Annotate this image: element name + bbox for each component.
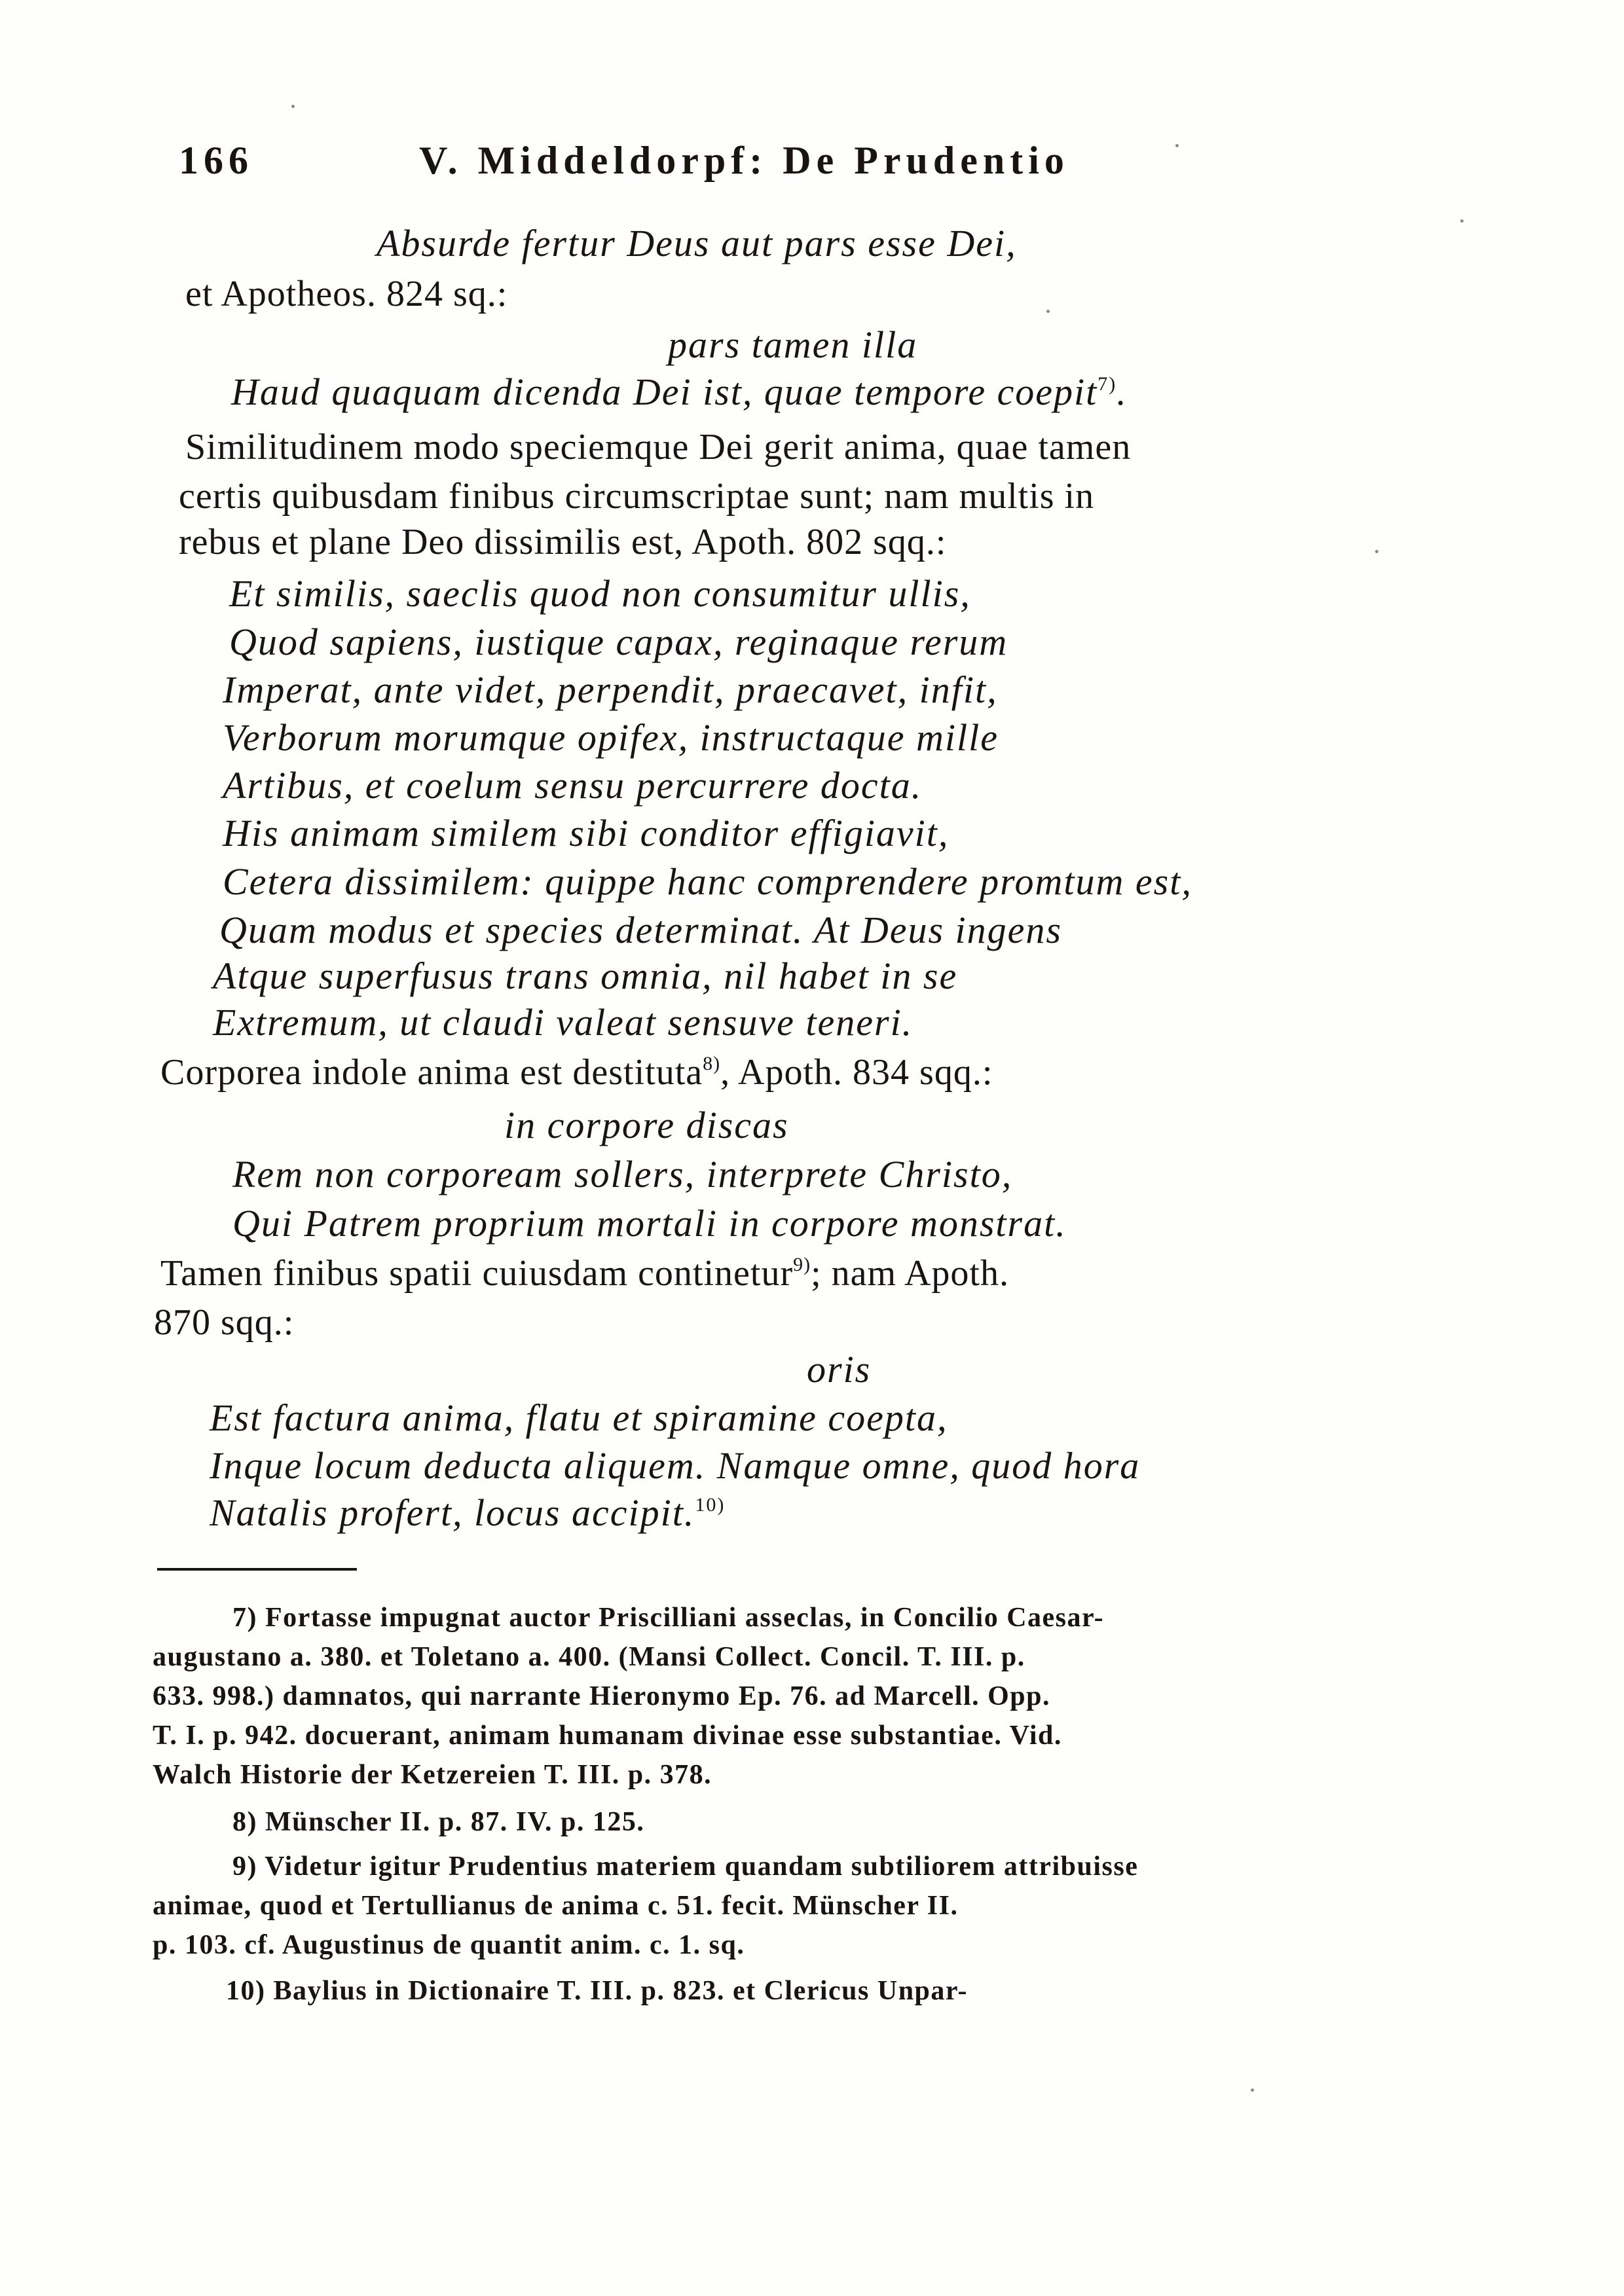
- verse-line: pars tamen illa: [668, 323, 918, 366]
- prose-line: certis quibusdam finibus circumscriptae sunt; nam multis in: [179, 476, 1095, 517]
- footnote-line: 8) Münscher II. p. 87. IV. p. 125.: [232, 1807, 645, 1837]
- verse-line: Et similis, saeclis quod non consumitur ullis,: [229, 572, 971, 615]
- prose-line: [160, 1255, 1009, 1292]
- footnote-line: animae, quod et Tertullianus de anima c. 51. fecit. Münscher II.: [153, 1891, 959, 1921]
- footnote-line: augustano a. 380. et Toletano a. 400. (Mansi Collect. Concil. T. III. p.: [153, 1642, 1025, 1672]
- verse-text: Haud quaquam dicenda Dei ist, quae tempore coepit: [231, 371, 1098, 413]
- footnote-ref: 8): [703, 1053, 721, 1074]
- verse-line: Inque locum deducta aliquem. Namque omne, quod hora: [210, 1444, 1141, 1487]
- verse-line: Cetera dissimilem: quippe hanc comprendere promtum est,: [223, 860, 1192, 903]
- verse-line: [210, 1491, 726, 1534]
- verse-line: in corpore discas: [504, 1104, 789, 1146]
- scan-speck: [1046, 310, 1050, 313]
- verse-line: Est factura anima, flatu et spiramine coepta,: [210, 1396, 948, 1439]
- verse-line: Rem non corpoream sollers, interprete Christo,: [232, 1153, 1013, 1195]
- prose-end: , Apoth. 834 sqq.:: [720, 1052, 993, 1093]
- prose-line: 870 sqq.:: [154, 1302, 295, 1343]
- prose-end: ; nam Apoth.: [811, 1253, 1009, 1294]
- footnote-ref: 7): [1098, 373, 1117, 395]
- verse-line: Imperat, ante videt, perpendit, praecavet, infit,: [223, 668, 998, 711]
- scan-speck: [1460, 219, 1464, 223]
- scan-speck: [1251, 2088, 1254, 2092]
- verse-line: Quod sapiens, iustique capax, reginaque rerum: [229, 621, 1008, 663]
- footnote-ref: 9): [793, 1254, 811, 1275]
- prose-line: [160, 1054, 993, 1091]
- prose-line: Similitudinem modo speciemque Dei gerit anima, quae tamen: [185, 427, 1132, 467]
- verse-text: Natalis profert, locus accipit.: [210, 1491, 695, 1534]
- footnote-ref: 10): [695, 1494, 726, 1516]
- verse-line: Verborum morumque opifex, instructaque mille: [223, 716, 999, 759]
- verse-line: Qui Patrem proprium mortali in corpore monstrat.: [232, 1202, 1067, 1245]
- footnote-rule: [157, 1568, 357, 1571]
- scan-speck: [1375, 550, 1378, 553]
- verse-line: Extremum, ut claudi valeat sensuve teneri.: [213, 1001, 913, 1044]
- page-number: 166: [179, 139, 253, 182]
- verse-line: [231, 373, 1128, 411]
- footnote-line: 10) Baylius in Dictionaire T. III. p. 823. et Clericus Unpar-: [226, 1976, 968, 2006]
- prose-line: rebus et plane Deo dissimilis est, Apoth. 802 sqq.:: [179, 522, 947, 562]
- verse-line: Quam modus et species determinat. At Deus ingens: [219, 909, 1062, 951]
- verse-line: oris: [807, 1348, 872, 1391]
- prose-text: Corporea indole anima est destituta: [160, 1052, 703, 1093]
- footnote-line: 9) Videtur igitur Prudentius materiem quandam subtiliorem attribuisse: [232, 1851, 1139, 1882]
- footnote-line: Walch Historie der Ketzereien T. III. p. 378.: [153, 1760, 712, 1790]
- prose-text: Tamen finibus spatii cuiusdam continetur: [160, 1253, 794, 1294]
- scan-speck: [291, 105, 295, 108]
- footnote-line: T. I. p. 942. docuerant, animam humanam divinae esse substantiae. Vid.: [153, 1721, 1062, 1751]
- prose-line: et Apotheos. 824 sq.:: [185, 274, 508, 314]
- footnote-line: 633. 998.) damnatos, qui narrante Hieronymo Ep. 76. ad Marcell. Opp.: [153, 1681, 1051, 1711]
- footnote-line: 7) Fortasse impugnat auctor Priscilliani asseclas, in Concilio Caesar-: [232, 1603, 1105, 1633]
- verse-line: Artibus, et coelum sensu percurrere docta.: [223, 764, 923, 807]
- running-title: V. Middeldorpf: De Prudentio: [419, 139, 1069, 182]
- footnote-line: p. 103. cf. Augustinus de quantit anim. c. 1. sq.: [153, 1930, 745, 1960]
- verse-line: Absurde fertur Deus aut pars esse Dei,: [377, 222, 1017, 264]
- verse-line: Atque superfusus trans omnia, nil habet in se: [213, 955, 958, 997]
- verse-end: .: [1116, 371, 1128, 413]
- verse-line: His animam similem sibi conditor effigiavit,: [223, 812, 950, 854]
- scan-speck: [1175, 144, 1179, 147]
